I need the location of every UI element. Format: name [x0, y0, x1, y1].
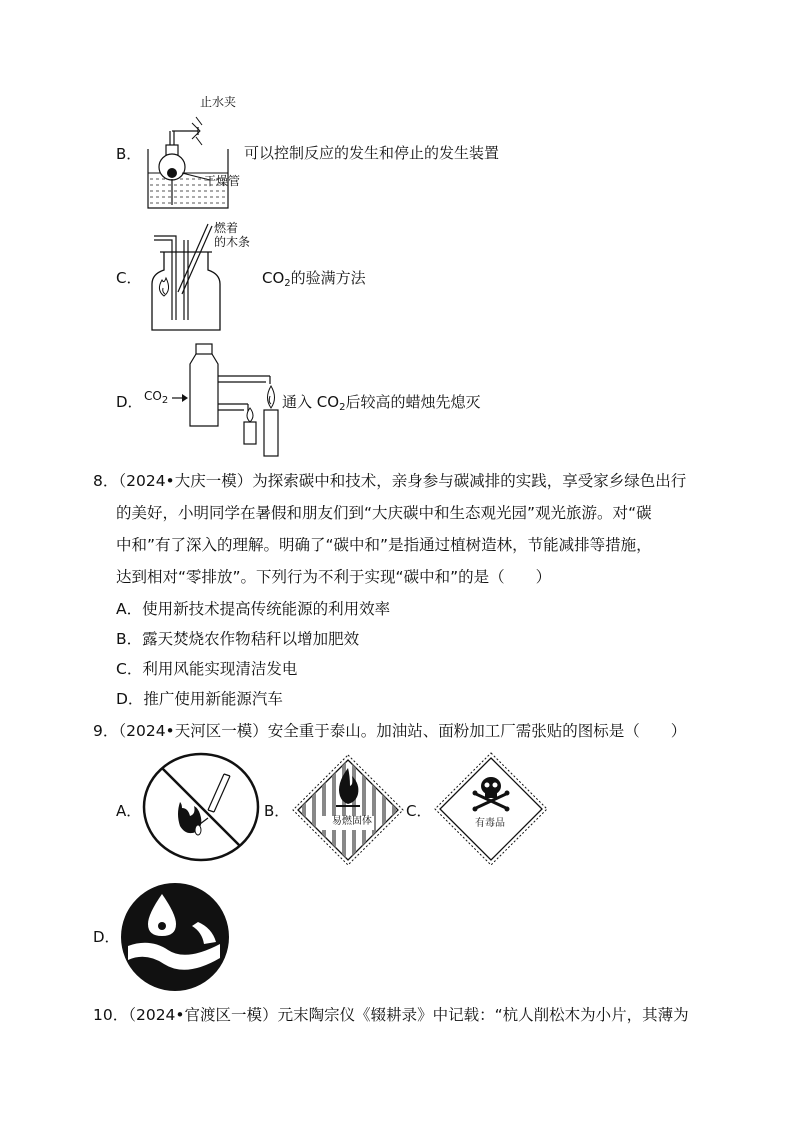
question-8-stem-line-3: 中和”有了深入的理解。明确了“碳中和”是指通过植树造林，节能减排等措施， — [116, 536, 652, 554]
stop-clamp-label: 止水夹 — [200, 95, 237, 109]
option-d-description: 通入 $CO_2$后较高的蜡烛先熄灭 — [282, 393, 481, 413]
question-8-option-b[interactable]: B．露天焚烧农作物秸秆以增加肥效 — [116, 630, 360, 648]
option-d-letter: D． — [116, 393, 143, 411]
no-fire-icon — [142, 752, 260, 862]
co2-inlet-label: $CO_2$ — [144, 389, 169, 406]
drying-tube-label: 干燥管 — [204, 174, 241, 188]
question-9-stem: 9．（2024•天河区一模）安全重于泰山。加油站、面粉加工厂需张贴的图标是（ ） — [93, 722, 687, 740]
question-8-option-a[interactable]: A．使用新技术提高传统能源的利用效率 — [116, 600, 391, 618]
toxic-label: 有毒品 — [475, 818, 505, 829]
question-8-option-c[interactable]: C．利用风能实现清洁发电 — [116, 660, 298, 678]
option-b-description: 可以控制反应的发生和停止的发生装置 — [244, 144, 500, 162]
question-8-stem-line-4: 达到相对“零排放”。下列行为不利于实现“碳中和”的是（ ） — [116, 568, 552, 586]
toxic-icon — [434, 752, 548, 866]
option-c-letter: C． — [116, 269, 142, 287]
question-8-stem-line-2: 的美好，小明同学在暑假和朋友们到“大庆碳中和生态观光园”观光旅游。对“碳 — [116, 504, 652, 522]
water-saving-icon — [120, 882, 230, 992]
option-b-letter: B． — [116, 145, 142, 163]
question-9-option-b-letter[interactable]: B． — [264, 802, 290, 820]
flammable-solid-label: 易燃固体 — [332, 816, 372, 827]
flammable-solid-icon — [292, 754, 404, 866]
option-c-description: $CO_2$的验满方法 — [262, 269, 366, 289]
flask-apparatus-diagram — [140, 93, 260, 213]
burning-splint-label-1: 燃着 — [214, 221, 239, 235]
question-9-option-d-letter[interactable]: D． — [93, 928, 120, 946]
question-10-stem: 10．（2024•官渡区一模）元末陶宗仪《辍耕录》中记载：“杭人削松木为小片，其薄为 — [93, 1006, 689, 1024]
question-8-option-d[interactable]: D．推广使用新能源汽车 — [116, 690, 283, 708]
candle-apparatus-diagram — [170, 342, 290, 460]
question-9-option-c-letter[interactable]: C． — [406, 802, 432, 820]
burning-splint-label-2: 的木条 — [214, 235, 251, 249]
question-8-stem-line-1: 8．（2024•大庆一模）为探索碳中和技术，亲身参与碳减排的实践，享受家乡绿色出行 — [93, 472, 687, 490]
question-9-option-a-letter[interactable]: A． — [116, 802, 142, 820]
